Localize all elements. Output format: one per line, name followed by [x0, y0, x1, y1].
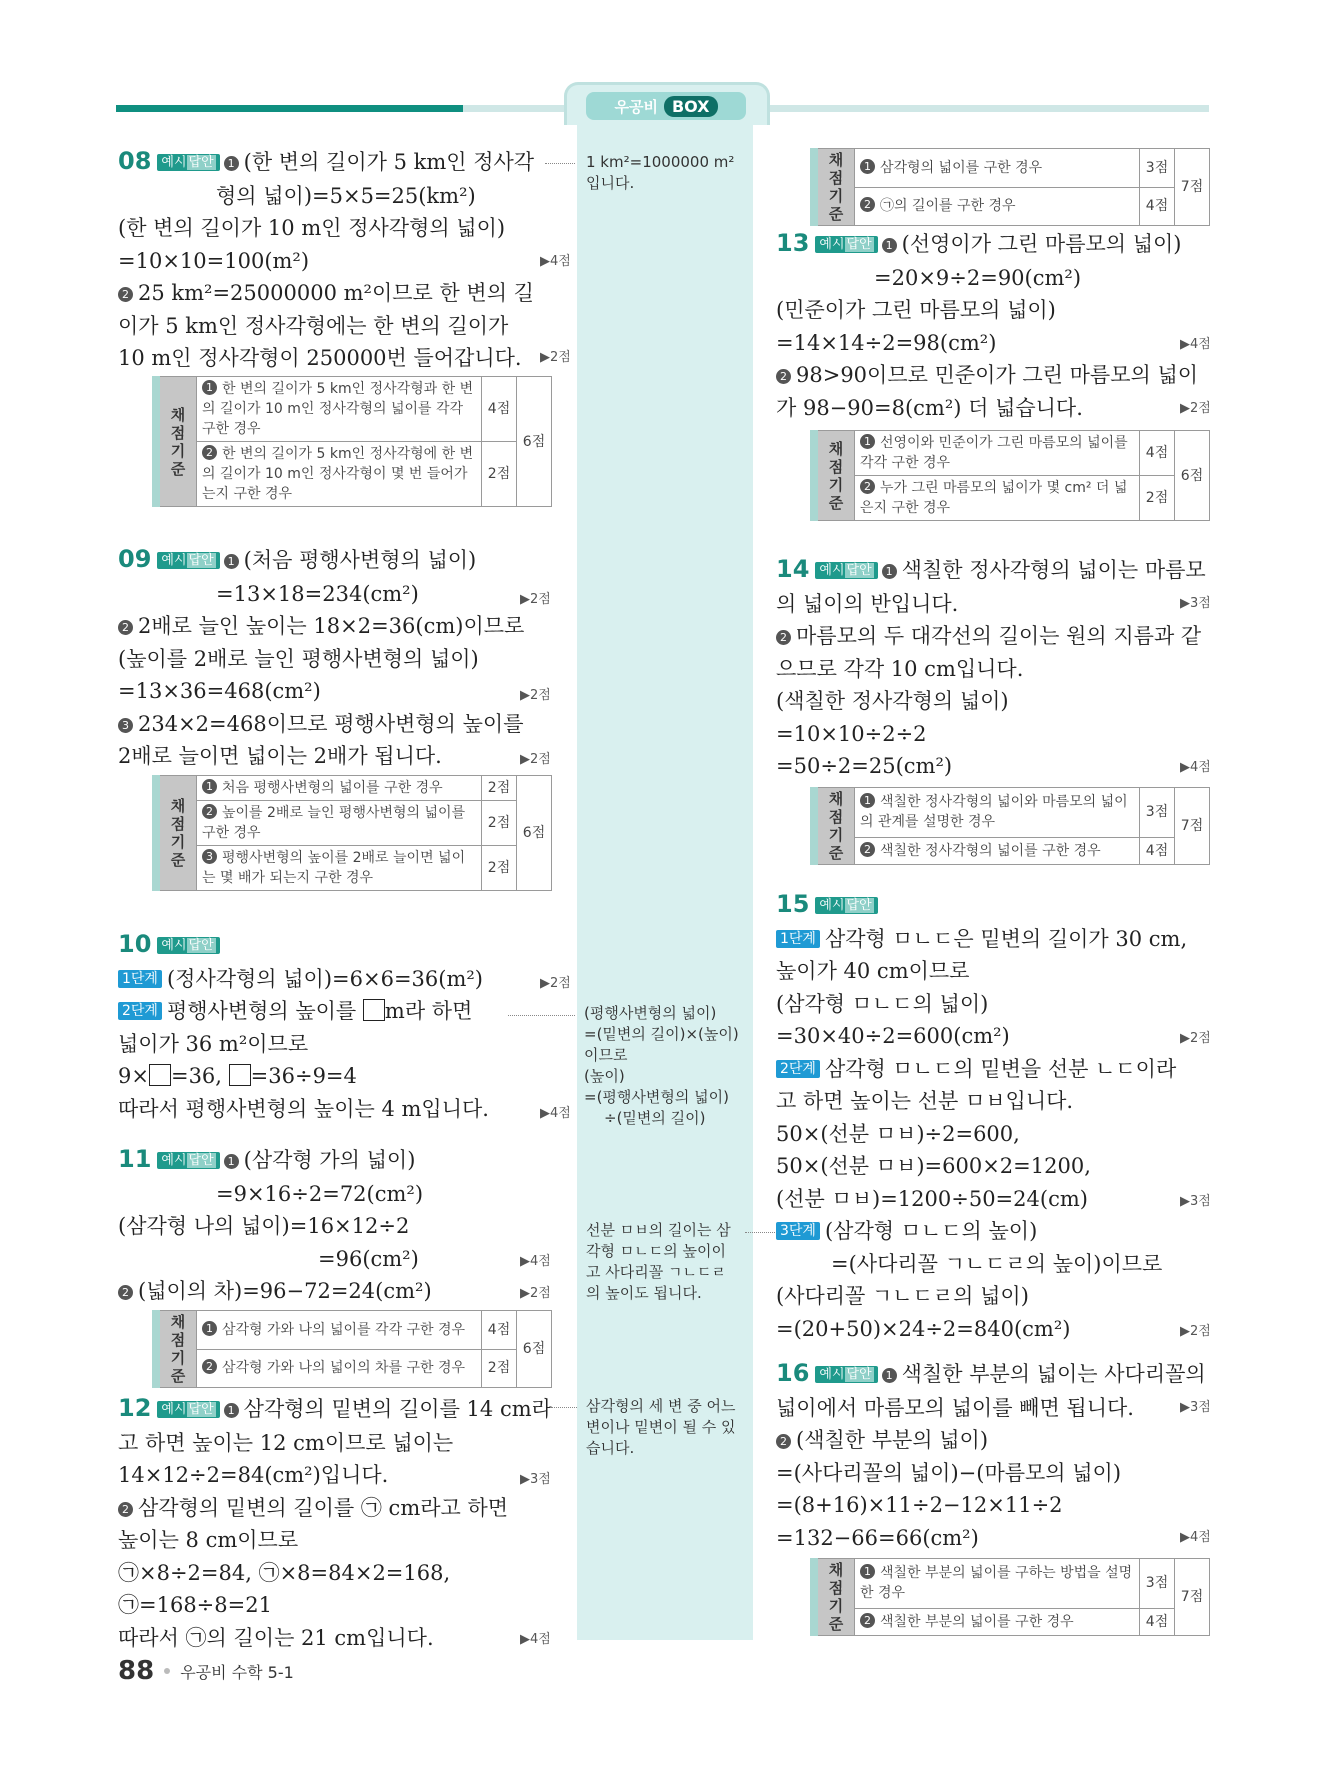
- grading-total: 6점: [517, 377, 552, 507]
- score-marker: ▶2점: [520, 752, 551, 767]
- answer-tag: 예시 답안: [157, 1152, 219, 1169]
- question-number: 14: [776, 555, 810, 583]
- question-number: 08: [118, 147, 152, 175]
- question-11: 11 예시 답안 1 (삼각형 가의 넓이) =9×16÷2=72(cm²) (삼각형 나의 넓이)=16×12÷2 =96(cm²) 2 (넓이의 차)=96−72=24(cm²): [118, 1145, 432, 1303]
- step-1-icon: 1: [882, 238, 897, 253]
- grading-label: 채점 기준: [814, 1559, 855, 1636]
- grading-row: 3 평행사변형의 높이를 2배로 늘이면 넓이는 몇 배가 되는지 구한 경우: [197, 846, 482, 891]
- step-2-icon: 2: [860, 479, 875, 494]
- grading-row: 1 삼각형 가와 나의 넓이를 각각 구한 경우: [197, 1311, 482, 1350]
- grading-row: 1 색칠한 정사각형의 넓이와 마름모의 넓이의 관계를 설명한 경우: [855, 788, 1140, 838]
- answer-tag: 예시 답안: [815, 897, 877, 914]
- step-2-icon: 2: [202, 804, 217, 819]
- grading-row: 1 삼각형의 넓이를 구한 경우: [855, 149, 1140, 188]
- step-2-icon: 2: [118, 620, 133, 635]
- score-marker: ▶4점: [540, 254, 571, 269]
- question-15: 15 예시 답안 1단계 삼각형 ㅁㄴㄷ은 밑변의 길이가 30 cm, 높이가 40 cm이므로 (삼각형 ㅁㄴㄷ의 넓이) =30×40÷2=600(cm²) 2단계 삼각형 ㅁㄴㄷ의 밑변을 선분 ㄴㄷ이라 고 하면 높이는 선분 ㅁㅂ입니다. 50×(선분 ㅁㅂ)÷2=600, 50×(선분 ㅁㅂ)=600×2=1200, (선분 ㅁㅂ)=1200÷50=24(cm) 3단계 (삼각형 ㅁㄴㄷ의 높이) =(사다리꼴 ㄱㄴㄷㄹ의 높이)이므로 (사다리꼴 ㄱㄴㄷㄹ의 넓이) =(20+50)×24÷2=840(cm²): [776, 890, 1188, 1341]
- note-connector: [508, 1015, 575, 1016]
- score-marker: ▶4점: [1180, 337, 1211, 352]
- grading-row: 2 ㉠의 길이를 구한 경우: [855, 187, 1140, 226]
- grading-total: 7점: [1175, 788, 1210, 865]
- question-number: 11: [118, 1145, 152, 1173]
- answer-tag: 예시 답안: [157, 937, 219, 954]
- step-1-badge: 1단계: [776, 930, 820, 948]
- grading-score: 2점: [482, 801, 517, 846]
- step-3-badge: 3단계: [776, 1222, 820, 1240]
- box-tab: [586, 92, 746, 120]
- grading-row: 1 처음 평행사변형의 넓이를 구한 경우: [197, 776, 482, 801]
- score-marker: ▶4점: [540, 1106, 571, 1121]
- grading-table-12: [810, 148, 1210, 226]
- grading-total: 7점: [1175, 1559, 1210, 1636]
- score-marker: ▶3점: [1180, 1400, 1211, 1415]
- step-1-icon: 1: [202, 779, 217, 794]
- note-4: 삼각형의 세 변 중 어느 변이나 밑변이 될 수 있 습니다.: [586, 1397, 736, 1457]
- score-marker: ▶2점: [1180, 401, 1211, 416]
- step-2-badge: 2단계: [776, 1060, 820, 1078]
- box-tab-label: 우공비: [614, 97, 658, 116]
- book-title: 우공비 수학 5-1: [180, 1662, 294, 1682]
- question-16: 16 예시 답안 1 색칠한 부분의 넓이는 사다리꼴의 넓이에서 마름모의 넓이를 빼면 됩니다. 2 (색칠한 부분의 넓이) =(사다리꼴의 넓이)−(마름모의 넓이) =(8+16)×11÷2−12×11÷2 =132−66=66(cm²): [776, 1359, 1206, 1550]
- grading-table-08: [152, 376, 552, 507]
- note-1: 1 km²=1000000 m² 입니다.: [586, 153, 735, 192]
- score-marker: ▶2점: [540, 350, 571, 365]
- step-1-badge: 1단계: [118, 970, 162, 988]
- grading-label: 채점 기준: [156, 1311, 197, 1388]
- grading-score: 4점: [1140, 187, 1175, 226]
- score-marker: ▶4점: [520, 1632, 551, 1647]
- step-1-icon: 1: [224, 1154, 239, 1169]
- score-marker: ▶4점: [1180, 1530, 1211, 1545]
- question-number: 12: [118, 1394, 152, 1422]
- question-10: 10 예시 답안 1단계 (정사각형의 넓이)=6×6=36(m²) 2단계 평행사변형의 높이를 m라 하면 넓이가 36 m²이므로 9× =36, =36÷9=4 따라서 평행사변형의 높이는 4 m입니다.: [118, 930, 489, 1121]
- grading-row: 1 한 변의 길이가 5 km인 정사각형과 한 변의 길이가 10 m인 정사각형의 넓이를 각각 구한 경우: [197, 377, 482, 442]
- grading-row: 1 색칠한 부분의 넓이를 구하는 방법을 설명한 경우: [855, 1559, 1140, 1609]
- answer-tag: 예시 답안: [157, 1401, 219, 1418]
- step-2-icon: 2: [202, 445, 217, 460]
- grading-label: 채점 기준: [156, 377, 197, 507]
- grading-label: 채점 기준: [814, 149, 855, 226]
- score-marker: ▶2점: [520, 592, 551, 607]
- grading-table-09: [152, 775, 552, 891]
- step-1-icon: 1: [860, 159, 875, 174]
- step-1-icon: 1: [860, 434, 875, 449]
- grading-table-13: [810, 430, 1210, 521]
- score-marker: ▶2점: [1180, 1324, 1211, 1339]
- grading-label: 채점 기준: [814, 788, 855, 865]
- question-09: 09 예시 답안 1 (처음 평행사변형의 넓이) =13×18=234(cm²) 2 2배로 늘인 높이는 18×2=36(cm)이므로 (높이를 2배로 늘인 평행사변형의 넓이) =13×36=468(cm²) 3 234×2=468이므로 평행사변형의 높이를 2배로 늘이면 넓이는 2배가 됩니다.: [118, 545, 525, 768]
- step-2-icon: 2: [118, 287, 133, 302]
- step-1-icon: 1: [224, 156, 239, 171]
- grading-score: 4점: [1140, 431, 1175, 476]
- grading-score: 4점: [1140, 1608, 1175, 1636]
- question-14: 14 예시 답안 1 색칠한 정사각형의 넓이는 마름모 의 넓이의 반입니다. 2 마름모의 두 대각선의 길이는 원의 지름과 같 으므로 각각 10 cm입니다. (색칠한 정사각형의 넓이) =10×10÷2÷2 =50÷2=25(cm²): [776, 555, 1206, 778]
- grading-row: 2 색칠한 정사각형의 넓이를 구한 경우: [855, 837, 1140, 865]
- step-1-icon: 1: [860, 793, 875, 808]
- step-2-icon: 2: [860, 1613, 875, 1628]
- page-number: 88: [118, 1656, 155, 1686]
- footer-dot-icon: [164, 1668, 170, 1674]
- grading-total: 6점: [517, 776, 552, 891]
- grading-score: 4점: [1140, 837, 1175, 865]
- question-number: 15: [776, 890, 810, 918]
- grading-score: 4점: [482, 377, 517, 442]
- score-marker: ▶2점: [520, 688, 551, 703]
- step-1-icon: 1: [224, 554, 239, 569]
- step-2-icon: 2: [202, 1359, 217, 1374]
- score-marker: ▶3점: [1180, 1194, 1211, 1209]
- box-tab-pill: BOX: [664, 96, 718, 117]
- grading-total: 6점: [1175, 431, 1210, 521]
- score-marker: ▶4점: [1180, 760, 1211, 775]
- answer-tag: 예시 답안: [815, 562, 877, 579]
- question-08: 08 예시 답안 1 (한 변의 길이가 5 km인 정사각 형의 넓이)=5×5=25(km²) (한 변의 길이가 10 m인 정사각형의 넓이) =10×10=100(m²) 2 25 km²=25000000 m²이므로 한 변의 길 이가 5 km인 정사각형에는 한 변의 길이가 10 m인 정사각형이 250000번 들어갑니다.: [118, 147, 535, 370]
- grading-score: 3점: [1140, 149, 1175, 188]
- grading-total: 7점: [1175, 149, 1210, 226]
- score-marker: ▶2점: [520, 1286, 551, 1301]
- grading-score: 4점: [482, 1311, 517, 1350]
- score-marker: ▶4점: [520, 1254, 551, 1269]
- header-rule-left: [116, 105, 463, 112]
- score-marker: ▶3점: [1180, 596, 1211, 611]
- step-2-badge: 2단계: [118, 1002, 162, 1020]
- question-number: 09: [118, 545, 152, 573]
- step-2-icon: 2: [776, 369, 791, 384]
- step-2-icon: 2: [860, 842, 875, 857]
- grading-row: 2 누가 그린 마름모의 넓이가 몇 cm² 더 넓은지 구한 경우: [855, 476, 1140, 521]
- step-3-icon: 3: [118, 718, 133, 733]
- step-2-icon: 2: [776, 1434, 791, 1449]
- score-marker: ▶3점: [520, 1472, 551, 1487]
- step-1-icon: 1: [882, 1368, 897, 1383]
- score-marker: ▶2점: [1180, 1031, 1211, 1046]
- question-number: 13: [776, 229, 810, 257]
- step-2-icon: 2: [118, 1502, 133, 1517]
- blank-box-icon: [363, 999, 385, 1021]
- blank-box-icon: [149, 1064, 171, 1086]
- grading-label: 채점 기준: [814, 431, 855, 521]
- grading-table-16: [810, 1558, 1210, 1636]
- blank-box-icon: [229, 1064, 251, 1086]
- grading-score: 2점: [482, 846, 517, 891]
- question-number: 16: [776, 1359, 810, 1387]
- answer-tag: 예시 답안: [815, 1366, 877, 1383]
- step-1-icon: 1: [224, 1403, 239, 1418]
- answer-tag: 예시 답안: [815, 236, 877, 253]
- answer-tag: 예시 답안: [157, 552, 219, 569]
- answer-tag: 예시 답안: [157, 154, 219, 171]
- question-number: 10: [118, 930, 152, 958]
- grading-label: 채점 기준: [156, 776, 197, 891]
- grading-table-14: [810, 787, 1210, 865]
- step-2-icon: 2: [776, 630, 791, 645]
- note-3: 선분 ㅁㅂ의 길이는 삼 각형 ㅁㄴㄷ의 높이이 고 사다리꼴 ㄱㄴㄷㄹ 의 높이도 됩니다.: [586, 1221, 731, 1302]
- note-connector: [550, 1407, 577, 1408]
- grading-row: 2 색칠한 부분의 넓이를 구한 경우: [855, 1608, 1140, 1636]
- note-2: (평행사변형의 넓이) =(밑변의 길이)×(높이) 이므로 (높이) =(평행사변형의 넓이) ÷(밑변의 길이): [584, 1004, 739, 1127]
- grading-score: 2점: [1140, 476, 1175, 521]
- step-1-icon: 1: [860, 1564, 875, 1579]
- grading-score: 2점: [482, 776, 517, 801]
- grading-score: 3점: [1140, 1559, 1175, 1609]
- step-3-icon: 3: [202, 849, 217, 864]
- step-2-icon: 2: [118, 1285, 133, 1300]
- grading-score: 2점: [482, 442, 517, 507]
- step-1-icon: 1: [882, 564, 897, 579]
- note-connector: [545, 163, 575, 164]
- grading-row: 2 삼각형 가와 나의 넓이의 차를 구한 경우: [197, 1349, 482, 1388]
- question-12: 12 예시 답안 1 삼각형의 밑변의 길이를 14 cm라 고 하면 높이는 12 cm이므로 넓이는 14×12÷2=84(cm²)입니다. 2 삼각형의 밑변의 길이를 ㉠ cm라고 하면 높이는 8 cm이므로 ㉠×8÷2=84, ㉠×8=84×2=168, ㉠=168÷8=21 따라서 ㉠의 길이는 21 cm입니다.: [118, 1394, 552, 1650]
- grading-row: 2 높이를 2배로 늘인 평행사변형의 넓이를 구한 경우: [197, 801, 482, 846]
- grading-row: 1 선영이와 민준이가 그린 마름모의 넓이를 각각 구한 경우: [855, 431, 1140, 476]
- grading-score: 3점: [1140, 788, 1175, 838]
- page-footer: [118, 1656, 294, 1686]
- question-13: 13 예시 답안 1 (선영이가 그린 마름모의 넓이) =20×9÷2=90(cm²) (민준이가 그린 마름모의 넓이) =14×14÷2=98(cm²) 2 98>90이므로 민준이가 그린 마름모의 넓이 가 98−90=8(cm²) 더 넓습니다.: [776, 229, 1199, 420]
- step-1-icon: 1: [202, 1321, 217, 1336]
- step-2-icon: 2: [860, 197, 875, 212]
- grading-table-11: [152, 1310, 552, 1388]
- score-marker: ▶2점: [540, 976, 571, 991]
- grading-row: 2 한 변의 길이가 5 km인 정사각형에 한 변의 길이가 10 m인 정사각형이 몇 번 들어가는지 구한 경우: [197, 442, 482, 507]
- grading-total: 6점: [517, 1311, 552, 1388]
- grading-score: 2점: [482, 1349, 517, 1388]
- step-1-icon: 1: [202, 380, 217, 395]
